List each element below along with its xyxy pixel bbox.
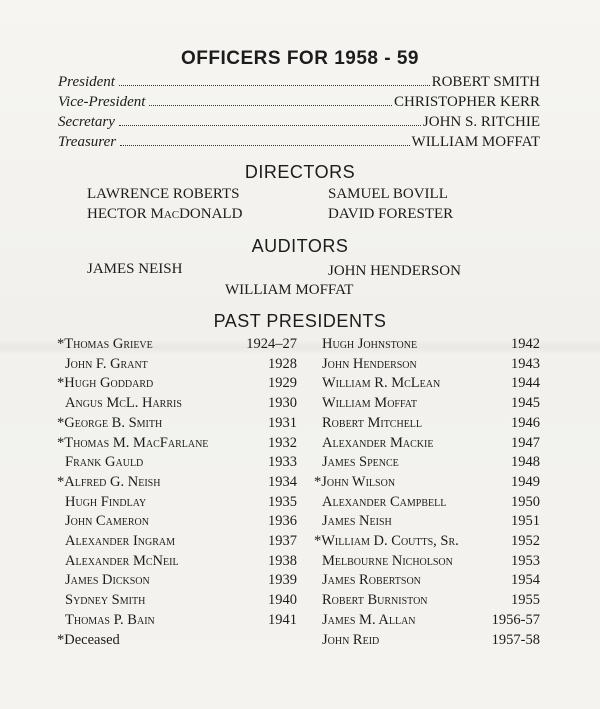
director-name: SAMUEL BOVILL	[328, 186, 448, 202]
past-president-year: 1944	[511, 375, 540, 392]
past-president-year: 1928	[268, 355, 297, 372]
past-president-name: *Hugh Goddard	[57, 375, 154, 392]
past-president-year: 1936	[268, 513, 297, 530]
past-president-name: Frank Gauld	[65, 454, 144, 471]
past-presidents-heading: PAST PRESIDENTS	[213, 311, 387, 331]
past-president-name: *Thomas Grieve	[57, 336, 153, 352]
past-president-year: 1946	[511, 414, 540, 431]
past-president-year: 1929	[268, 375, 297, 392]
dot-leader	[149, 105, 392, 106]
past-president-name: James Robertson	[322, 572, 421, 589]
past-president-name: Alexander McNeil	[65, 552, 179, 569]
past-president-year: 1932	[268, 434, 297, 451]
past-president-year: 1947	[511, 434, 540, 451]
past-president-name: *John Wilson	[314, 473, 396, 490]
past-president-year: 1924–27	[246, 336, 297, 352]
past-president-year: 1938	[268, 552, 297, 569]
past-president-name: Hugh Johnstone	[322, 336, 418, 352]
past-president-name: Thomas P. Bain	[65, 611, 155, 628]
past-president-year: 1951	[511, 513, 540, 530]
past-president-year: 1948	[511, 454, 540, 471]
past-president-year: 1954	[511, 572, 540, 589]
past-president-name: Sydney Smith	[65, 592, 146, 609]
officer-role: Vice-President	[58, 94, 146, 110]
director-name: LAWRENCE ROBERTS	[87, 186, 240, 202]
past-president-name: James M. Allan	[322, 611, 416, 628]
past-president-year: 1942	[511, 336, 540, 352]
past-president-name: James Spence	[322, 454, 399, 471]
past-president-name: Alexander Ingram	[65, 533, 176, 549]
past-president-name: Robert Mitchell	[322, 414, 423, 431]
officer-name: JOHN S. RITCHIE	[422, 114, 540, 130]
officer-role: Treasurer	[58, 134, 117, 150]
auditor-name: WILLIAM MOFFAT	[225, 282, 354, 298]
deceased-footnote: *Deceased	[57, 632, 120, 648]
past-president-year: 1930	[268, 395, 297, 412]
director-name: DAVID FORESTER	[328, 206, 454, 222]
director-name: HECTOR MacDONALD	[87, 206, 243, 222]
officer-row	[58, 134, 540, 151]
past-president-name: William R. McLean	[322, 375, 441, 392]
past-president-name: John Cameron	[65, 513, 149, 530]
auditor-name: JAMES NEISH	[87, 261, 183, 277]
dot-leader	[120, 145, 409, 146]
officer-row	[58, 94, 540, 111]
past-president-year: 1941	[268, 611, 297, 628]
past-president-name: *Alfred G. Neish	[57, 473, 161, 490]
past-president-year: 1950	[511, 493, 540, 510]
past-president-name: James Dickson	[65, 572, 150, 589]
officer-row	[58, 114, 540, 131]
officer-name: CHRISTOPHER KERR	[393, 94, 540, 110]
past-president-name: Hugh Findlay	[65, 493, 147, 510]
officer-role: Secretary	[58, 114, 115, 130]
past-president-name: James Neish	[322, 513, 392, 530]
officer-row	[58, 74, 540, 91]
page-title: OFFICERS FOR 1958 - 59	[180, 48, 419, 69]
past-president-year: 1933	[268, 454, 297, 471]
past-president-name: John Reid	[322, 631, 380, 648]
past-president-year: 1957-58	[491, 631, 540, 648]
past-president-name: William Moffat	[322, 395, 418, 412]
past-president-year: 1934	[268, 473, 297, 490]
past-president-year: 1945	[511, 395, 540, 412]
past-president-year: 1949	[511, 473, 540, 490]
past-president-name: Alexander Mackie	[322, 434, 434, 451]
past-president-name: John F. Grant	[65, 355, 148, 372]
past-president-name: Angus McL. Harris	[65, 395, 182, 412]
past-president-year: 1943	[511, 355, 540, 372]
past-president-name: *George B. Smith	[57, 414, 163, 431]
past-president-name: *William D. Coutts, Sr.	[314, 533, 459, 549]
past-president-year: 1955	[511, 592, 540, 609]
past-president-name: Alexander Campbell	[322, 493, 447, 510]
past-president-name: Melbourne Nicholson	[322, 552, 453, 569]
past-president-name: John Henderson	[322, 355, 417, 372]
past-president-name: Robert Burniston	[322, 592, 428, 609]
past-president-year: 1940	[268, 592, 297, 609]
past-president-year: 1935	[268, 493, 297, 510]
directors-heading: DIRECTORS	[244, 162, 356, 182]
past-president-year: 1952	[511, 533, 540, 549]
dot-leader	[119, 85, 430, 86]
auditor-name: JOHN HENDERSON	[328, 263, 461, 279]
officer-name: WILLIAM MOFFAT	[411, 134, 540, 150]
auditors-heading: AUDITORS	[251, 236, 349, 256]
past-president-year: 1956-57	[491, 611, 540, 628]
past-president-year: 1937	[268, 533, 297, 549]
dot-leader	[119, 125, 421, 126]
past-president-name: *Thomas M. MacFarlane	[57, 434, 209, 451]
officer-name: ROBERT SMITH	[431, 74, 540, 90]
past-president-year: 1931	[268, 414, 297, 431]
officer-role: President	[58, 74, 115, 90]
past-president-year: 1939	[268, 572, 297, 589]
past-president-year: 1953	[511, 552, 540, 569]
